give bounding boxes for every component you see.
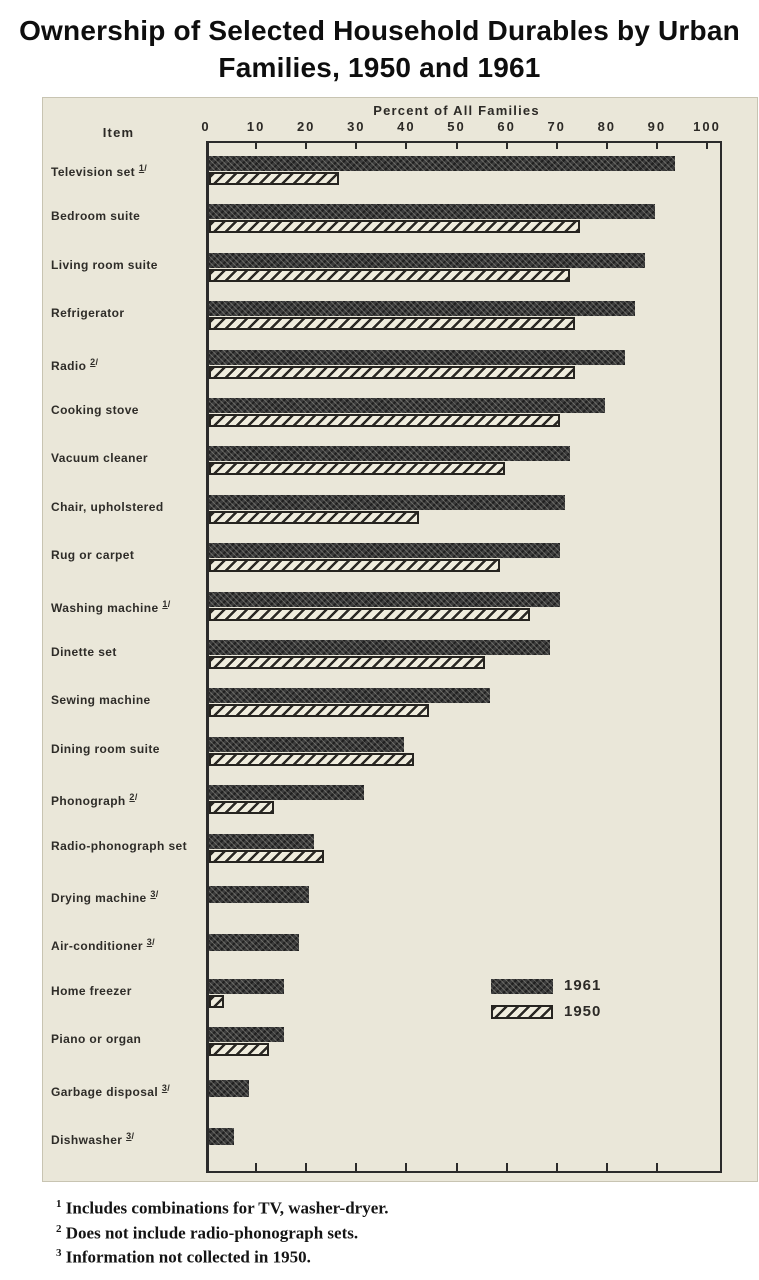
x-tick-mark-bottom-70 [556, 1163, 558, 1171]
plot-frame-top [206, 141, 722, 143]
bar-1950 [209, 559, 500, 572]
x-tick-mark-top-50 [456, 143, 458, 149]
footnote-1 [56, 1194, 696, 1219]
bar-1961 [209, 253, 645, 268]
bar-1961 [209, 1027, 284, 1042]
item-label: Home freezer [51, 983, 132, 998]
bar-1961 [209, 301, 635, 316]
x-tick-mark-bottom-50 [456, 1163, 458, 1171]
item-label: Washing machine $^{1/}$ [51, 598, 171, 615]
footnote-3 [56, 1243, 696, 1268]
footnote-2 [56, 1219, 696, 1244]
x-tick-label-80: 80 [597, 119, 617, 134]
footnotes [56, 1194, 696, 1268]
item-footnote-marker: 3/ [146, 937, 156, 948]
x-axis-title: Percent of All Families [373, 103, 540, 118]
bar-1961 [209, 737, 404, 752]
x-tick-mark-top-40 [405, 143, 407, 149]
item-label: Bedroom suite [51, 209, 141, 224]
x-tick-mark-bottom-90 [656, 1163, 658, 1171]
x-tick-mark-top-100 [706, 143, 708, 149]
bar-1961 [209, 446, 570, 461]
item-label: Dining room suite [51, 741, 160, 756]
x-tick-mark-top-90 [656, 143, 658, 149]
bar-1961 [209, 834, 314, 849]
footnote-2-marker: 2 [56, 1222, 62, 1235]
footnote-1-marker: 1 [56, 1198, 62, 1210]
bar-1950 [209, 414, 560, 427]
footnote-3-text: Information not collected in 1950. [65, 1247, 311, 1267]
bar-1950 [209, 220, 580, 233]
item-label: Vacuum cleaner [51, 451, 148, 466]
x-tick-mark-bottom-60 [506, 1163, 508, 1171]
item-label: Piano or organ [51, 1032, 142, 1047]
x-tick-mark-top-10 [255, 143, 257, 149]
bar-1950 [209, 753, 414, 766]
bar-1961 [209, 785, 364, 800]
chart-title-line-1: Ownership of Selected Household Durables by Urban [19, 15, 740, 46]
bar-1950 [209, 511, 419, 524]
x-tick-mark-top-20 [305, 143, 307, 149]
x-tick-mark-bottom-30 [355, 1163, 357, 1171]
bar-1950 [209, 269, 570, 282]
chart-title-line-2: Families, 1950 and 1961 [218, 52, 541, 83]
bar-1961 [209, 156, 675, 171]
bar-1950 [209, 1043, 269, 1056]
bar-1961 [209, 886, 309, 903]
x-tick-mark-top-30 [355, 143, 357, 149]
bar-1950 [209, 704, 429, 717]
item-footnote-marker: 2/ [129, 792, 138, 803]
bar-1961 [209, 640, 550, 655]
bar-1950 [209, 801, 274, 814]
x-tick-mark-bottom-10 [255, 1163, 257, 1171]
item-label: Air-conditioner $^{3/}$ [51, 937, 156, 954]
bar-1961 [209, 1080, 249, 1097]
x-tick-label-40: 40 [397, 119, 416, 134]
x-tick-mark-bottom-80 [606, 1163, 608, 1171]
item-label: Phonograph $^{2/}$ [51, 792, 138, 809]
bar-1950 [209, 995, 224, 1008]
item-label: Cooking stove [51, 403, 139, 417]
item-label: Dishwasher $^{3/}$ [51, 1131, 135, 1147]
bar-1961 [209, 934, 299, 951]
x-tick-mark-top-80 [606, 143, 608, 149]
item-label: Sewing machine [51, 693, 151, 708]
item-label: Refrigerator [51, 306, 125, 321]
bar-1950 [209, 608, 530, 621]
bar-1961 [209, 495, 565, 510]
x-tick-label-20: 20 [296, 119, 316, 134]
item-label: Rug or carpet [51, 548, 135, 563]
item-footnote-marker: 3/ [150, 889, 159, 899]
chart-panel [42, 97, 758, 1182]
bar-1961 [209, 592, 560, 607]
x-tick-label-60: 60 [497, 119, 516, 134]
x-tick-label-10: 10 [246, 119, 266, 134]
legend-label-1961: 1961 [564, 977, 602, 994]
plot-frame-bottom [206, 1171, 722, 1173]
legend-swatch-1950 [491, 1005, 553, 1019]
item-label: Television set $^{1/}$ [51, 163, 148, 179]
bar-1961 [209, 979, 284, 994]
bar-1950 [209, 366, 575, 379]
item-footnote-marker: 3/ [161, 1082, 171, 1093]
x-tick-mark-top-60 [506, 143, 508, 149]
bar-1961 [209, 1128, 234, 1145]
x-tick-label-0: 0 [201, 119, 211, 134]
chart-title [0, 12, 759, 86]
item-label: Radio-phonograph set [51, 838, 187, 853]
legend-label-1950: 1950 [564, 1003, 602, 1020]
item-label: Living room suite [51, 257, 158, 272]
x-tick-label-30: 30 [347, 119, 366, 134]
item-label: Dinette set [51, 645, 117, 659]
item-footnote-marker: 2/ [90, 356, 99, 367]
x-tick-mark-bottom-20 [305, 1163, 307, 1171]
plot-frame-right [720, 141, 722, 1173]
item-label: Garbage disposal $^{3/}$ [51, 1082, 171, 1099]
footnote-3-marker: 3 [56, 1247, 62, 1260]
bar-1950 [209, 317, 575, 330]
x-tick-label-90: 90 [647, 119, 667, 134]
bar-1961 [209, 543, 560, 558]
item-label: Chair, upholstered [51, 499, 164, 514]
item-footnote-marker: 3/ [126, 1131, 135, 1141]
legend-swatch-1961 [491, 979, 553, 994]
x-tick-label-100: 100 [693, 119, 721, 134]
footnote-1-text: Includes combinations for TV, washer-dryer. [65, 1198, 389, 1218]
item-label: Radio $^{2/}$ [51, 356, 99, 373]
item-column-header: Item [102, 125, 135, 140]
bar-1961 [209, 688, 490, 703]
bar-1950 [209, 462, 505, 475]
bar-1961 [209, 204, 655, 219]
x-tick-label-50: 50 [447, 119, 466, 134]
footnote-2-text: Does not include radio-phonograph sets. [65, 1223, 359, 1243]
x-tick-mark-bottom-40 [405, 1163, 407, 1171]
bar-1961 [209, 350, 625, 365]
bar-1950 [209, 850, 324, 863]
bar-1961 [209, 398, 605, 413]
bar-1950 [209, 172, 339, 185]
item-footnote-marker: 1/ [138, 163, 148, 173]
item-label: Drying machine $^{3/}$ [51, 889, 159, 905]
x-tick-mark-top-70 [556, 143, 558, 149]
x-tick-label-70: 70 [547, 119, 566, 134]
item-footnote-marker: 1/ [162, 598, 171, 609]
bar-1950 [209, 656, 485, 669]
